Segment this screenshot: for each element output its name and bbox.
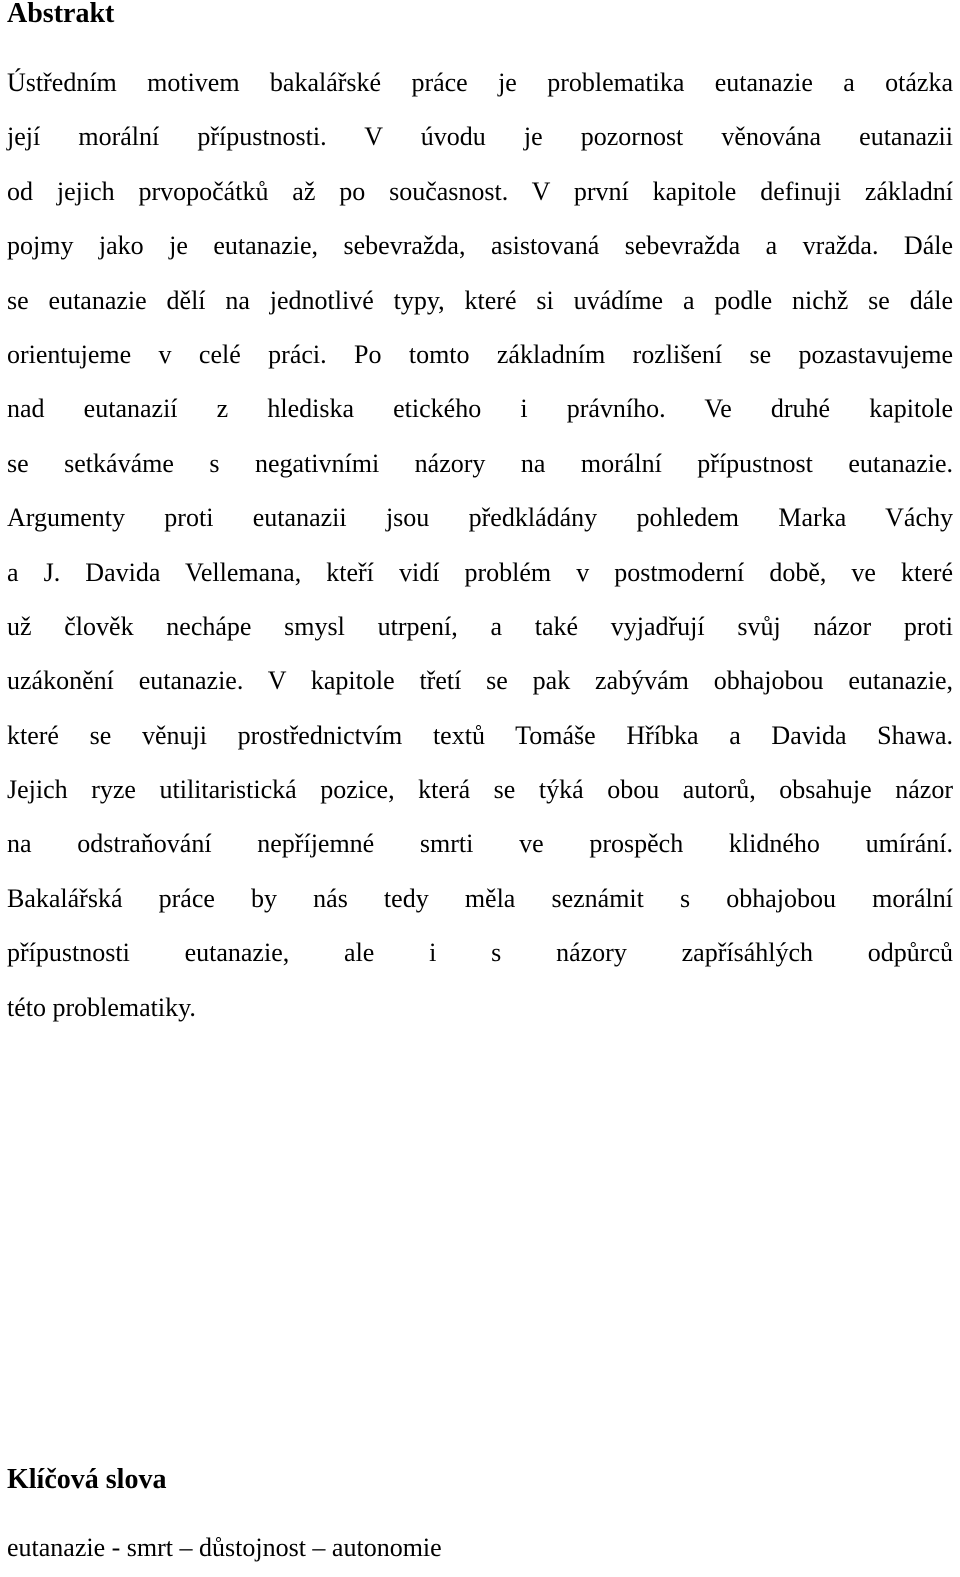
abstract-line: na odstraňování nepříjemné smrti ve prospěch klidného umírání. [7,829,953,859]
abstract-line: Bakalářská práce by nás tedy měla seznámit s obhajobou morální [7,883,953,913]
abstract-line: Jejich ryze utilitaristická pozice, která se týká obou autorů, obsahuje názor [7,775,953,805]
keywords-heading: Klíčová slova [7,1464,167,1495]
abstract-body [7,61,953,1040]
abstract-line: které se věnuji prostřednictvím textů Tomáše Hříbka a Davida Shawa. [7,720,953,750]
abstract-line: její morální přípustnosti. V úvodu je pozornost věnována eutanazii [7,122,953,152]
abstract-heading: Abstrakt [7,0,115,29]
abstract-line: nad eutanazií z hlediska etického i právního. Ve druhé kapitole [7,394,953,424]
abstract-line: se eutanazie dělí na jednotlivé typy, které si uvádíme a podle nichž se dále [7,285,953,315]
abstract-line: už člověk nechápe smysl utrpení, a také vyjadřují svůj názor proti [7,611,953,641]
abstract-line: Ústředním motivem bakalářské práce je problematika eutanazie a otázka [7,68,953,97]
abstract-line: této problematiky. [7,992,196,1022]
abstract-line: uzákonění eutanazie. V kapitole třetí se pak zabývám obhajobou eutanazie, [7,666,953,696]
abstract-line: a J. Davida Vellemana, kteří vidí problém v postmoderní době, ve které [7,557,953,587]
abstract-line: Argumenty proti eutanazii jsou předkládány pohledem Marka Váchy [7,503,953,533]
abstract-line: pojmy jako je eutanazie, sebevražda, asistovaná sebevražda a vražda. Dále [7,231,953,261]
abstract-line: přípustnosti eutanazie, ale i s názory zapřísáhlých odpůrců [7,938,953,968]
keywords-text: eutanazie - smrt – důstojnost – autonomie [7,1533,442,1562]
abstract-line: se setkáváme s negativními názory na morální přípustnost eutanazie. [7,448,953,478]
abstract-line: od jejich prvopočátků až po současnost. V první kapitole definuji základní [7,176,953,206]
abstract-line: orientujeme v celé práci. Po tomto základním rozlišení se pozastavujeme [7,339,953,369]
